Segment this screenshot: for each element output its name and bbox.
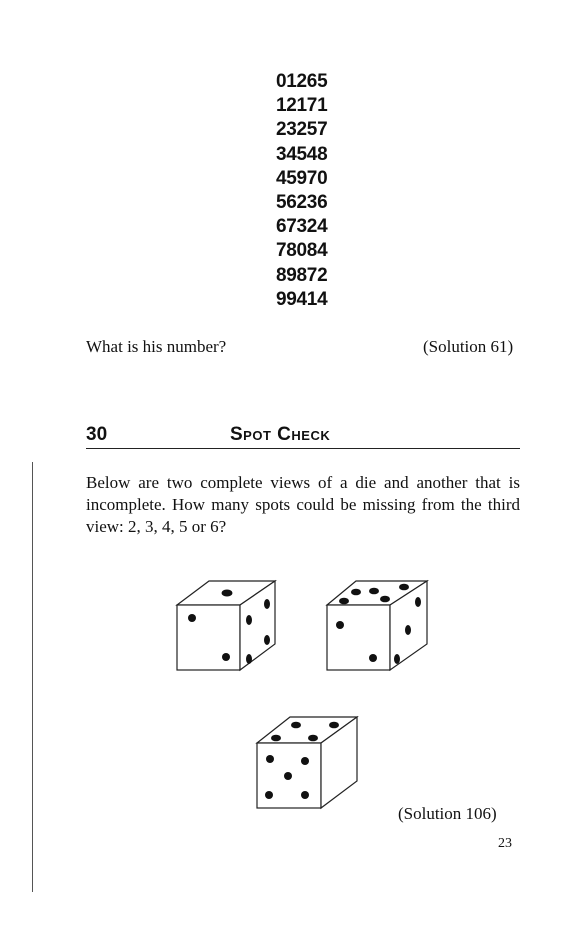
spot <box>399 584 409 591</box>
spot <box>329 722 339 729</box>
number-item: 67324 <box>276 216 328 238</box>
number-item: 99414 <box>276 288 328 310</box>
spot <box>308 735 318 742</box>
spot <box>188 614 196 622</box>
die-front-face <box>327 605 390 670</box>
number-item: 89872 <box>276 264 328 286</box>
spot <box>394 654 400 664</box>
spot <box>405 625 411 635</box>
spot <box>301 791 309 799</box>
spot <box>369 588 379 595</box>
spot <box>336 621 344 629</box>
puzzle-number: 30 <box>86 424 108 445</box>
spot <box>266 755 274 763</box>
question-text: What is his number? <box>86 337 227 356</box>
spot <box>369 654 377 662</box>
spot <box>222 653 230 661</box>
number-item: 01265 <box>276 71 328 92</box>
spot <box>265 791 273 799</box>
die-front-face <box>177 605 240 670</box>
solution-reference: (Solution 106) <box>398 804 497 823</box>
page-number: 23 <box>498 836 512 851</box>
number-item: 45970 <box>276 167 328 189</box>
spot <box>222 590 233 597</box>
spot <box>284 772 292 780</box>
number-item: 56236 <box>276 192 328 214</box>
spot <box>246 615 252 625</box>
spot <box>291 722 301 729</box>
spot <box>351 589 361 596</box>
spot <box>264 599 270 609</box>
spot <box>415 597 421 607</box>
scan-margin-line <box>32 462 33 892</box>
spot <box>301 757 309 765</box>
puzzle-title: Spot Check <box>230 424 331 445</box>
number-item: 23257 <box>276 119 328 141</box>
spot <box>264 635 270 645</box>
spot <box>339 598 349 605</box>
spot <box>271 735 281 742</box>
spot <box>380 596 390 603</box>
number-item: 78084 <box>276 240 328 262</box>
number-item: 12171 <box>276 95 328 117</box>
puzzle-text: Below are two complete views of a die and another that is incomplete. How many spots could be missing from the third view: 2, 3, 4, 5 or 6? <box>86 473 520 536</box>
number-item: 34548 <box>276 143 328 165</box>
spot <box>246 654 252 664</box>
solution-reference: (Solution 61) <box>423 337 514 356</box>
